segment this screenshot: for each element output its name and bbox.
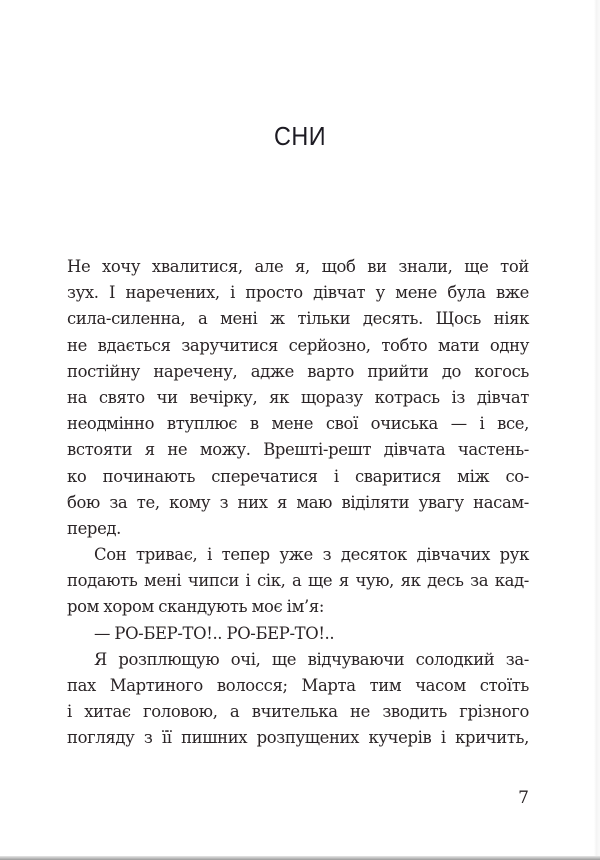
text-line: бою за те, кому з них я маю віділяти увагу насам-: [67, 492, 529, 512]
text-line: Сон триває, і тепер уже з десяток дівчачих рук: [94, 545, 529, 565]
text-line: сила-силенна, а мені ж тільки десять. Щось ніяк: [67, 309, 529, 329]
text-line: і хитає головою, а вчителька не зводить грізного: [67, 702, 529, 722]
text-line: погляду з її пишних розпущених кучерів і кричить,: [67, 728, 529, 748]
text-line: пах Мартиного волосся; Марта тим часом стоїть: [67, 676, 529, 695]
chapter-title: СНИ: [274, 121, 326, 151]
text-line: Не хочу хвалитися, але я, щоб ви знали, ще той: [67, 257, 529, 276]
text-line: не вдається заручитися серйозно, тобто мати одну: [67, 335, 529, 355]
text-line: зух. І наречених, і просто дівчат у мене була вже: [67, 283, 529, 303]
text-line: неодмінно втуплює в мене свої очиська — і все,: [67, 414, 529, 434]
body-text: [67, 254, 529, 752]
page-right-edge: [594, 0, 600, 856]
page-bottom-edge: [0, 856, 600, 860]
text-line: постійну наречену, адже варто прийти до когось: [67, 361, 529, 381]
text-line: ко починають сперечатися і сваритися між со-: [67, 466, 529, 486]
text-line: Я розплющую очі, ще відчуваючи солодкий за-: [94, 649, 529, 669]
text-line: подають мені чипси і сік, а ще я чую, як десь за кад-: [67, 571, 529, 591]
text-line: на свято чи вечірку, як щоразу котрась із дівчат: [67, 387, 529, 407]
dialogue-line: — РО-БЕР-ТО!.. РО-БЕР-ТО!..: [94, 623, 335, 643]
text-line: встояти я не можу. Врешті-решт дівчата частень-: [67, 440, 529, 460]
page-number: 7: [518, 788, 529, 808]
text-line: ром хором скандують моє ім’я:: [67, 597, 324, 617]
text-line: перед.: [67, 518, 122, 538]
